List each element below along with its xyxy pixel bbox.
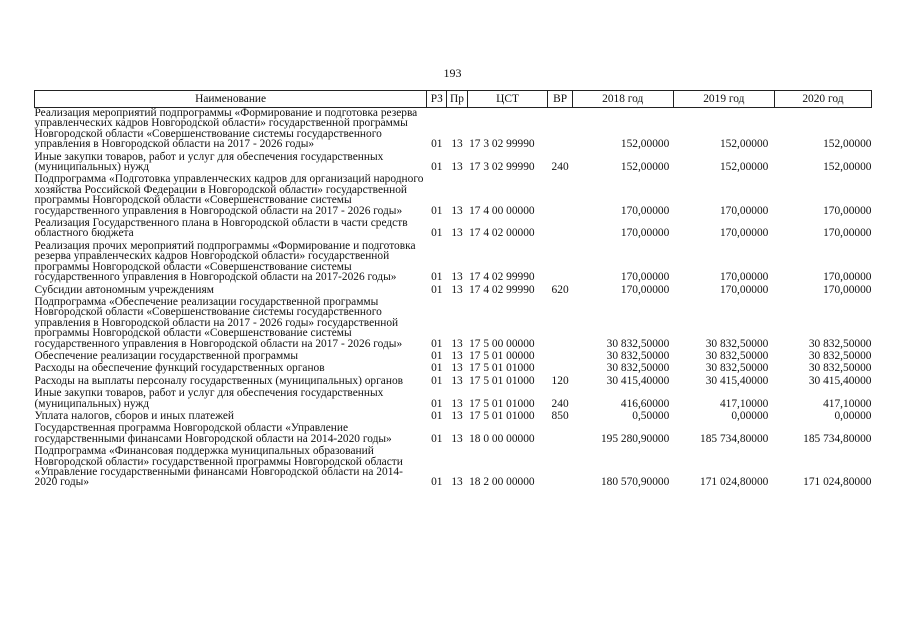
row-rz: 01 (431, 432, 443, 445)
row-value-2018: 170,00000 (620, 204, 670, 217)
row-name: Реализация прочих мероприятий подпрограммы «Формирование и подготовка резерва управленческих кадров Новгородской области» государственной программы Новгородской области «Совершенствование системы государственного управления в Новгородской области на 2017-2026 годы» (34, 239, 416, 284)
row-rz: 01 (431, 283, 443, 296)
row-name: Иные закупки товаров, работ и услуг для обеспечения государственных (муниципальных) нужд (34, 150, 384, 174)
table-row (35, 108, 872, 150)
row-value-2019: 185 734,80000 (700, 432, 769, 445)
row-rz: 01 (431, 349, 443, 362)
row-value-2020: 30 832,50000 (808, 362, 872, 375)
header-name: Наименование (35, 91, 427, 108)
row-value-2019: 30 832,50000 (705, 362, 769, 375)
row-value-2019: 417,10000 (719, 397, 769, 410)
header-2020: 2020 год (774, 91, 871, 108)
row-vr (548, 108, 572, 150)
row-name: Государственная программа Новгородской области «Управление государственными финансами Новгородской области на 2014-2020 годы» (34, 422, 392, 445)
row-rz: 01 (431, 271, 443, 284)
row-vr (548, 349, 572, 361)
table-row (35, 444, 872, 488)
row-value-2018: 152,00000 (620, 138, 670, 151)
row-rz: 01 (431, 337, 443, 350)
row-value-2020: 0,00000 (834, 409, 872, 422)
row-value-2019: 152,00000 (719, 161, 769, 174)
row-value-2019: 170,00000 (719, 283, 769, 296)
row-name: Обеспечение реализации государственной программы (34, 349, 299, 362)
row-name: Расходы на обеспечение функций государственных органов (34, 362, 325, 375)
row-value-2019: 170,00000 (719, 227, 769, 240)
row-value-2020: 170,00000 (823, 283, 872, 296)
row-value-2018: 170,00000 (620, 271, 670, 284)
row-value-2019: 170,00000 (719, 271, 769, 284)
row-value-2018: 30 832,50000 (606, 362, 670, 375)
row-cst: 18 0 00 00000 (469, 432, 535, 445)
row-rz: 01 (431, 138, 443, 151)
table-row (35, 386, 872, 409)
row-cst: 17 5 01 01000 (469, 397, 535, 410)
row-pr: 13 (451, 349, 463, 362)
row-cst: 17 4 02 99990 (469, 283, 535, 296)
table-row (35, 216, 872, 239)
row-value-2018: 30 832,50000 (606, 337, 670, 350)
row-vr (548, 216, 572, 239)
row-value-2020: 170,00000 (823, 204, 872, 217)
table-row (35, 409, 872, 421)
row-value-2020: 185 734,80000 (803, 432, 872, 445)
row-value-2020: 417,10000 (823, 397, 872, 410)
row-name: Иные закупки товаров, работ и услуг для обеспечения государственных (муниципальных) нужд (34, 387, 384, 410)
table-row (35, 172, 872, 216)
row-vr: 620 (551, 283, 569, 296)
row-rz: 01 (431, 161, 443, 174)
table-row (35, 361, 872, 373)
row-pr: 13 (451, 204, 463, 217)
budget-table (34, 90, 872, 488)
row-rz: 01 (431, 397, 443, 410)
row-pr: 13 (451, 374, 463, 387)
table-row (35, 283, 872, 295)
row-vr: 240 (551, 397, 569, 410)
row-value-2018: 195 280,90000 (600, 432, 670, 445)
row-cst: 17 4 00 00000 (469, 204, 535, 217)
row-value-2018: 416,60000 (620, 397, 670, 410)
row-cst: 17 5 01 01000 (469, 362, 535, 375)
row-value-2020: 30 415,40000 (808, 374, 872, 387)
table-row (35, 374, 872, 386)
row-vr (548, 295, 572, 349)
row-value-2018: 152,00000 (620, 161, 670, 174)
row-rz: 01 (431, 227, 443, 240)
row-value-2019: 30 415,40000 (705, 374, 769, 387)
row-value-2018: 0,50000 (632, 409, 670, 422)
row-value-2020: 152,00000 (823, 161, 872, 174)
row-value-2018: 170,00000 (620, 283, 670, 296)
row-cst: 17 3 02 99990 (469, 161, 535, 174)
row-value-2019: 171 024,80000 (700, 476, 769, 489)
header-cst: ЦСТ (467, 91, 548, 108)
row-cst: 17 4 02 99990 (469, 271, 535, 284)
row-pr: 13 (451, 409, 463, 422)
row-name: Реализация мероприятий подпрограммы «Формирование и подготовка резерва управленческих кадров Новгородской области» государственной программы Новгородской области «Совершенствование системы государственного управления в Новгородской области на 2017 - 2026 годы» (34, 107, 418, 151)
table-row (35, 421, 872, 444)
row-rz: 01 (431, 204, 443, 217)
header-rz: РЗ (427, 91, 447, 108)
row-name: Подпрограмма «Обеспечение реализации государственной программы Новгородской области «Совершенствование системы государственного управления в Новгородской области на 2017 - 2026 годы» государственной программы Новгородской области «Совершенствование системы государственного управления в Новгородской области на 2017 - 2026 годы» (34, 295, 403, 350)
row-name: Субсидии автономным учреждениям (34, 283, 214, 296)
row-value-2019: 30 832,50000 (705, 337, 769, 350)
row-pr: 13 (451, 227, 463, 240)
row-rz: 01 (431, 374, 443, 387)
row-pr: 13 (451, 138, 463, 151)
row-vr: 240 (551, 161, 569, 174)
row-name: Уплата налогов, сборов и иных платежей (34, 409, 234, 422)
row-rz: 01 (431, 409, 443, 422)
row-vr: 850 (551, 409, 569, 422)
row-value-2019: 0,00000 (731, 409, 769, 422)
row-cst: 17 5 00 00000 (469, 337, 535, 350)
row-name: Реализация Государственного плана в Новгородской области в части средств областного бюджета (34, 217, 408, 240)
header-pr: Пр (447, 91, 467, 108)
table-row (35, 150, 872, 173)
row-value-2018: 180 570,90000 (600, 476, 670, 489)
row-value-2020: 152,00000 (823, 138, 872, 151)
row-pr: 13 (451, 283, 463, 296)
row-value-2020: 170,00000 (823, 227, 872, 240)
row-value-2019: 170,00000 (719, 204, 769, 217)
table-row (35, 239, 872, 283)
row-value-2020: 170,00000 (823, 271, 872, 284)
row-pr: 13 (451, 271, 463, 284)
row-name: Расходы на выплаты персоналу государственных (муниципальных) органов (34, 374, 404, 387)
row-cst: 17 5 01 00000 (469, 349, 535, 362)
row-pr: 13 (451, 476, 463, 489)
row-cst: 17 3 02 99990 (469, 138, 535, 151)
row-name: Подпрограмма «Подготовка управленческих кадров для организаций народного хозяйства Российской Федерации в Новгородской области» государственной программы Новгородской области «Совершенствование системы государственного управления в Новгородской области на 2017 - 2026 годы» (34, 173, 424, 217)
row-value-2018: 30 832,50000 (606, 349, 670, 362)
row-rz: 01 (431, 476, 443, 489)
row-vr (548, 444, 572, 488)
row-pr: 13 (451, 397, 463, 410)
row-vr (548, 172, 572, 216)
row-value-2018: 30 415,40000 (606, 374, 670, 387)
header-2019: 2019 год (673, 91, 774, 108)
row-vr (548, 361, 572, 373)
row-cst: 18 2 00 00000 (469, 476, 535, 489)
row-name: Подпрограмма «Финансовая поддержка муниципальных образований Новгородской области» государственной программы Новгородской области «Управление государственными финансами Новгородской области на 2014-2020 годы» (34, 445, 403, 489)
row-vr (548, 421, 572, 444)
table-row (35, 349, 872, 361)
row-value-2019: 152,00000 (719, 138, 769, 151)
header-2018: 2018 год (572, 91, 673, 108)
row-pr: 13 (451, 337, 463, 350)
row-value-2020: 30 832,50000 (808, 337, 872, 350)
row-value-2020: 171 024,80000 (803, 476, 872, 489)
row-value-2018: 170,00000 (620, 227, 670, 240)
row-pr: 13 (451, 432, 463, 445)
row-vr: 120 (551, 374, 569, 387)
table-row (35, 295, 872, 349)
row-rz: 01 (431, 362, 443, 375)
row-cst: 17 5 01 01000 (469, 409, 535, 422)
row-value-2020: 30 832,50000 (808, 349, 872, 362)
row-pr: 13 (451, 362, 463, 375)
table-header-row (35, 91, 872, 108)
row-value-2019: 30 832,50000 (705, 349, 769, 362)
page-number: 193 (443, 66, 462, 80)
row-pr: 13 (451, 161, 463, 174)
header-vr: ВР (548, 91, 572, 108)
row-cst: 17 4 02 00000 (469, 227, 535, 240)
row-cst: 17 5 01 01000 (469, 374, 535, 387)
row-vr (548, 239, 572, 283)
